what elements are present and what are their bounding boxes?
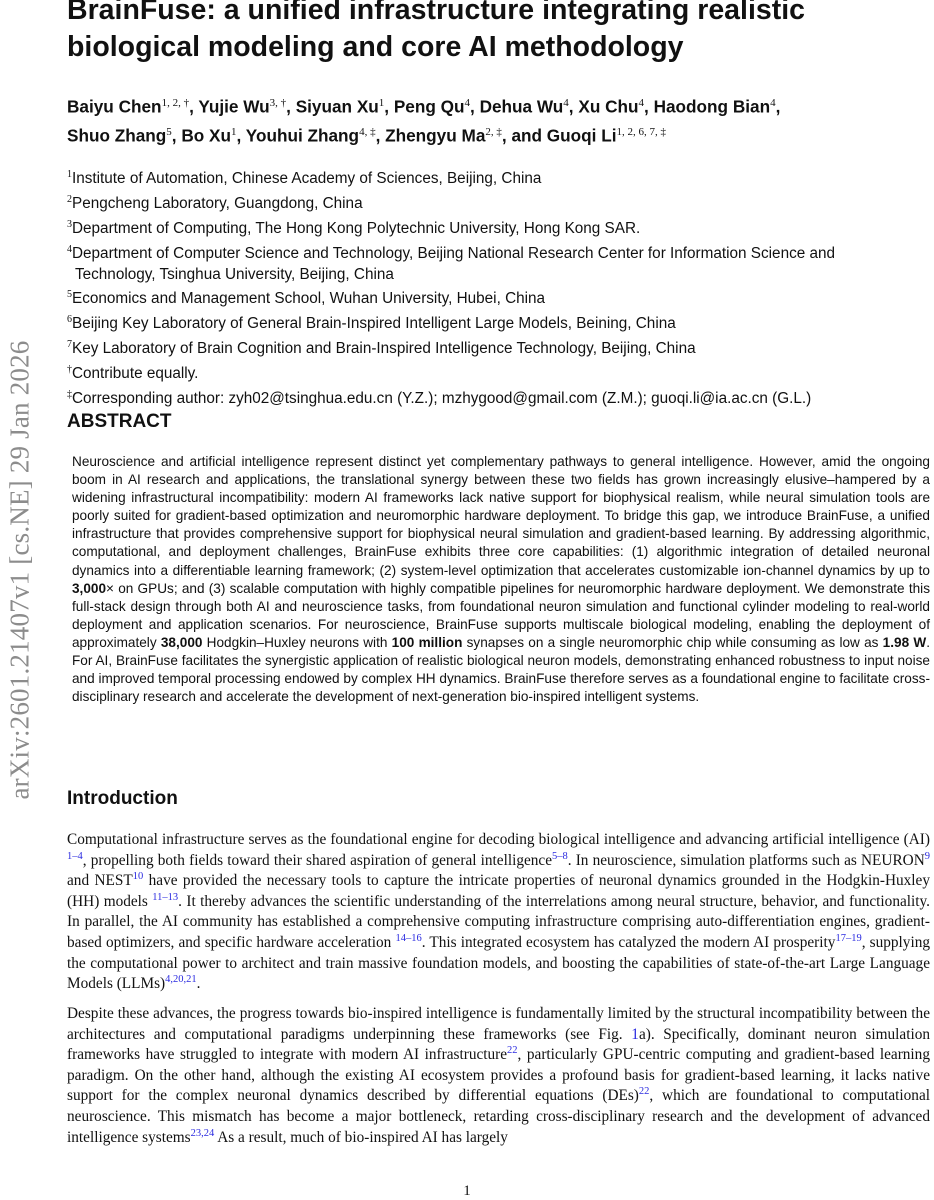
affiliation-item: [67, 385, 934, 410]
abstract-bold-synapses: 100 million: [391, 634, 463, 650]
body-text: . In neuroscience, simulation platforms such as NEURON: [567, 851, 925, 869]
body-text: have provided the necessary tools to capture the intricate properties of neuronal dynamics grounded in the Hodgkin-Huxley (HH) models: [67, 872, 930, 910]
affiliation-text: Economics and Management School, Wuhan University, Hubei, China: [72, 290, 546, 308]
author-name: Guoqi Li: [546, 125, 617, 146]
affiliation-text: Institute of Automation, Chinese Academy of Sciences, Beijing, China: [72, 170, 542, 188]
affiliation-text: Corresponding author: zyh02@tsinghua.edu.cn (Y.Z.); mzhygood@gmail.com (Z.M.); guoqi.li@ia.ac.cn (G.L.): [72, 390, 812, 408]
affiliation-item: [67, 310, 934, 335]
affiliation-mark: 3: [67, 218, 72, 230]
body-text: As a result, much of bio-inspired AI has largely: [214, 1128, 508, 1146]
abstract-bold-speedup: 3,000: [72, 580, 107, 596]
affiliation-item: [67, 360, 934, 385]
affiliation-item: [67, 335, 934, 360]
author-affiliation-mark: 4, ‡: [359, 125, 376, 138]
citation-link[interactable]: 22: [638, 1086, 650, 1098]
author-name: Haodong Bian: [653, 96, 771, 117]
citation-link[interactable]: 14–16: [395, 932, 422, 944]
author-separator: ,: [171, 125, 182, 146]
citation-link[interactable]: 9: [924, 850, 930, 862]
citation-link[interactable]: 1–4: [67, 850, 83, 862]
affiliation-text: Key Laboratory of Brain Cognition and Brain-Inspired Intelligence Technology, Beijing, China: [72, 340, 696, 358]
author-separator: ,: [775, 96, 781, 117]
body-text: .: [196, 975, 201, 993]
citation-link[interactable]: 5–8: [551, 850, 568, 862]
abstract-bold-power: 1.98 W: [882, 634, 927, 650]
author-separator: ,: [375, 125, 386, 146]
abstract-part-3: Hodgkin–Huxley neurons with: [202, 634, 392, 650]
citation-link[interactable]: 17–19: [835, 932, 862, 944]
abstract-part-4: synapses on a single neuromorphic chip while consuming as low as: [462, 634, 883, 650]
introduction-paragraph-2: [67, 1004, 930, 1148]
page-number: 1: [463, 1183, 471, 1199]
affiliation-mark: 1: [67, 169, 72, 180]
body-text: , particularly GPU-centric computing and gradient-based learning paradigm. On the other hand, although the existing AI ecosystem provides a profound basis for gradient-based learning, it lacks native support for the complex neuronal dynamics described by differential equations (DEs): [67, 1046, 930, 1105]
affiliation-mark: †: [67, 364, 72, 376]
affiliation-mark: 6: [67, 314, 72, 326]
abstract-part-5: . For AI, BrainFuse facilitates the synergistic application of realistic biological neuron models, demonstrating enhanced robustness to input noise and improved temporal processing endowed by complex HH dynamics. BrainFuse therefore serves as a foundational engine to facilitate cross-disciplinary research and accelerate the development of next-generation bio-inspired intelligent systems.: [72, 634, 930, 705]
arxiv-sidebar-stamp: [0, 260, 40, 880]
introduction-heading: Introduction: [67, 788, 178, 809]
affiliation-item: [67, 285, 934, 310]
author-affiliation-mark: 1: [378, 97, 385, 109]
affiliation-item: [67, 265, 934, 286]
author-separator: ,: [384, 96, 394, 117]
affiliation-item: [67, 215, 934, 240]
affiliation-text: Beijing Key Laboratory of General Brain-Inspired Intelligent Large Models, Beining, China: [72, 315, 676, 333]
body-text: . It thereby advances the scientific understanding of the interrelations among neural structure, behavior, and functionality. In parallel, the AI community has established a comprehensive computing infrastructure comprising auto-differentiation engines, gradient-based optimizers, and specific hardware acceleration: [67, 892, 930, 951]
affiliation-mark: 5: [67, 289, 72, 301]
body-text: , propelling both fields toward their shared aspiration of general intelligence: [82, 851, 552, 869]
citation-link[interactable]: 23,24: [190, 1127, 215, 1139]
author-separator: ,: [644, 96, 654, 117]
author-name: Baiyu Chen: [67, 96, 162, 117]
affiliation-text: Department of Computer Science and Technology, Beijing National Research Center for Information Science and: [72, 244, 835, 262]
author-affiliation-mark: 4: [464, 97, 471, 109]
author-name: Yujie Wu: [198, 96, 270, 117]
abstract-part-2: × on GPUs; and (3) scalable computation with highly compatible pipelines for neuromorphic hardware deployment. We demonstrate this full-stack design through both AI and neuroscience tasks, from foundational neuron simulation and functional cylinder modeling to real-world deployment and application scenarios. For neuroscience, BrainFuse supports multiscale biological modeling, enabling the deployment of approximately: [72, 580, 930, 650]
introduction-paragraph-1: [67, 830, 930, 995]
body-text: . This integrated ecosystem has catalyzed the modern AI prosperity: [421, 933, 836, 951]
paper-title: BrainFuse: a unified infrastructure integrating realistic biological modeling and core AI methodology: [67, 0, 805, 63]
affiliation-mark: 7: [67, 339, 72, 351]
author-separator: ,: [470, 96, 480, 117]
author-affiliation-mark: 4: [563, 97, 569, 109]
citation-link[interactable]: 22: [507, 1045, 518, 1057]
author-affiliation-mark: 1: [231, 125, 237, 138]
body-text: and NEST: [67, 872, 133, 890]
author-name: Peng Qu: [393, 96, 465, 117]
author-affiliation-mark: 1, 2, †: [161, 97, 190, 109]
affiliation-text: Technology, Tsinghua University, Beijing, China: [75, 265, 394, 283]
author-name: Siyuan Xu: [295, 96, 379, 117]
author-affiliation-mark: 5: [166, 125, 172, 138]
author-separator: ,: [568, 96, 579, 117]
body-text: Computational infrastructure serves as the foundational engine for decoding biological intelligence and advancing artificial intelligence (AI): [67, 831, 930, 848]
author-separator: ,: [286, 96, 296, 117]
body-text: a). Specifically, dominant neuron simulation frameworks have struggled to integrate with modern AI infrastructure: [67, 1025, 931, 1064]
author-affiliation-mark: 1, 2, 6, 7, ‡: [616, 125, 666, 138]
affiliation-item: [67, 190, 934, 215]
affiliation-text: Contribute equally.: [72, 365, 199, 383]
affiliation-mark: 4: [67, 243, 72, 255]
affiliation-mark: ‡: [67, 388, 72, 400]
affiliation-item: [67, 240, 934, 265]
abstract-part-1: Neuroscience and artificial intelligence represent distinct yet complementary pathways to general intelligence. However, amid the ongoing boom in AI research and applications, the translational synergy between these two fields has grown increasingly elusive–hampered by a widening infrastructural incompatibility: modern AI frameworks lack native support for biophysical realism, while neural simulation tools are poorly suited for gradient-based optimization and neuromorphic hardware deployment. To bridge this gap, we introduce BrainFuse, a unified infrastructure that provides comprehensive support for biophysical neural simulation and gradient-based learning. By addressing algorithmic, computational, and deployment challenges, BrainFuse exhibits three core capabilities: (1) algorithmic integration of detailed neuronal dynamics into a differentiable learning framework; (2) system-level optimization that accelerates customizable ion-channel dynamics by up to: [72, 454, 930, 578]
author-affiliation-mark: 4: [638, 97, 645, 109]
author-name: Shuo Zhang: [67, 125, 167, 146]
citation-link[interactable]: 4,20,21: [165, 974, 197, 986]
author-name: Zhengyu Ma: [385, 125, 486, 146]
arxiv-identifier: arXiv:2601.21407v1 [cs.NE] 29 Jan 2026: [4, 340, 35, 800]
author-name: Dehua Wu: [479, 96, 564, 117]
citation-link[interactable]: 10: [132, 871, 144, 883]
affiliation-text: Pengcheng Laboratory, Guangdong, China: [72, 194, 363, 212]
author-list: [67, 91, 933, 148]
author-separator: , and: [501, 125, 547, 146]
body-text: Despite these advances, the progress towards bio-inspired intelligence is fundamentally limited by the structural incompatibility between the architectures and computational paradigms underpinning these frameworks (see Fig.: [67, 1005, 930, 1043]
author-affiliation-mark: 4: [770, 97, 776, 109]
citation-link[interactable]: 11–13: [152, 891, 179, 903]
author-name: Youhui Zhang: [245, 125, 360, 146]
body-text: , supplying the computational power to architect and train massive foundation models, and boosting the capabilities of state-of-the-art Large Language Models (LLMs): [67, 933, 930, 993]
figure-link[interactable]: 1: [631, 1025, 639, 1043]
author-name: Xu Chu: [578, 96, 639, 117]
affiliation-item: [67, 165, 934, 190]
abstract-text: [72, 453, 930, 706]
author-affiliation-mark: 2, ‡: [485, 125, 502, 138]
affiliation-list: [67, 165, 934, 410]
abstract-bold-neurons: 38,000: [160, 634, 203, 650]
abstract-heading: ABSTRACT: [67, 411, 172, 432]
author-separator: ,: [189, 96, 199, 117]
body-text: , which are foundational to computational neuroscience. This mismatch has become a major bottleneck, retarding cross-disciplinary research and the development of advanced intelligence systems: [67, 1087, 930, 1146]
author-separator: ,: [236, 125, 246, 146]
author-affiliation-mark: 3, †: [269, 97, 287, 109]
author-name: Bo Xu: [181, 125, 232, 146]
affiliation-text: Department of Computing, The Hong Kong Polytechnic University, Hong Kong SAR.: [72, 219, 641, 237]
affiliation-mark: 2: [67, 193, 72, 205]
